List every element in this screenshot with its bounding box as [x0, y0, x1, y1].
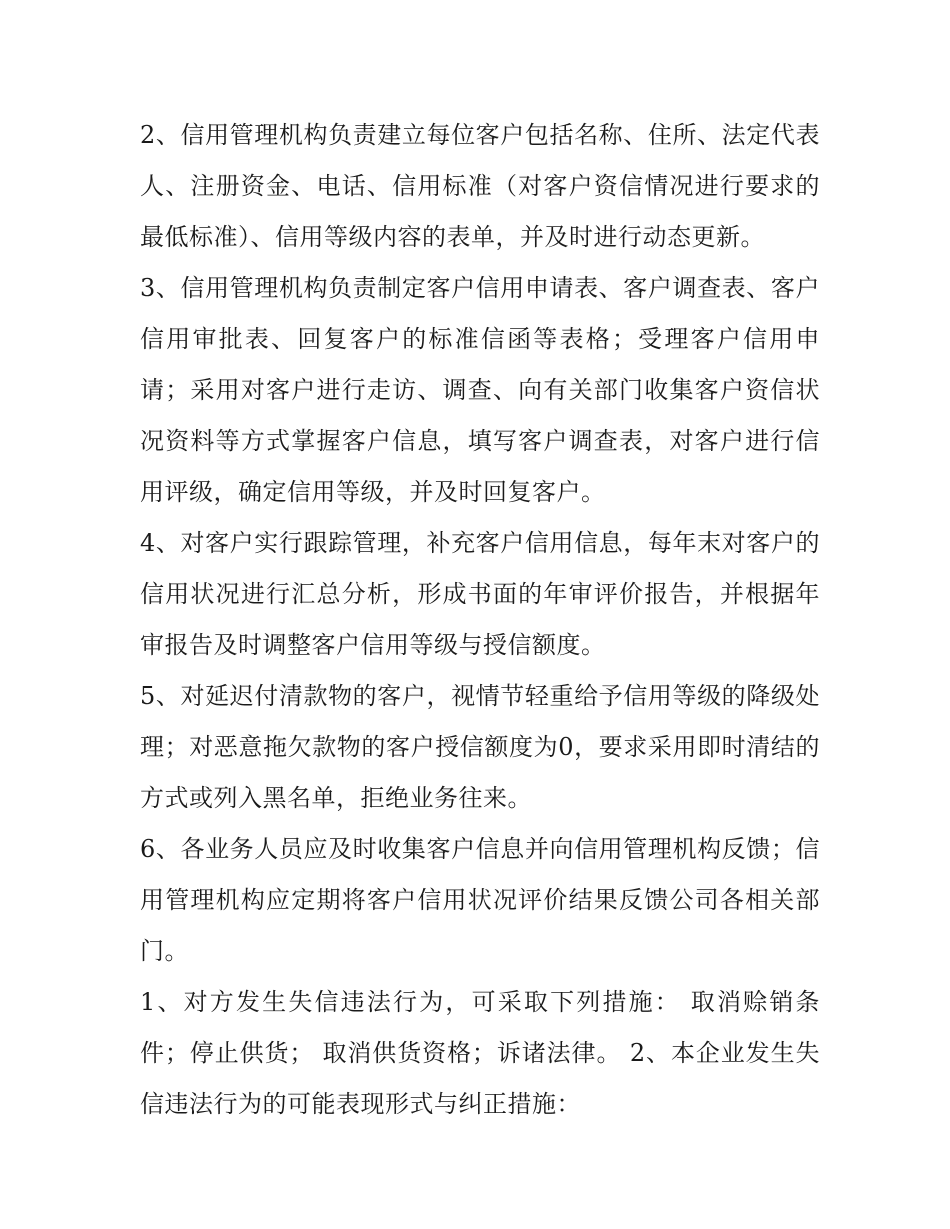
document-body — [140, 110, 820, 1130]
paragraph-measures: 1、对方发生失信违法行为，可采取下列措施： 取消赊销条件；停止供货； 取消供货资格；诉诸法律。 2、本企业发生失信违法行为的可能表现形式与纠正措施： — [140, 988, 820, 1118]
paragraph-item-3: 3、信用管理机构负责制定客户信用申请表、客户调查表、客户信用审批表、回复客户的标准信函等表格；受理客户信用申请；采用对客户进行走访、调查、向有关部门收集客户资信状况资料等方式掌握客户信息，填写客户调查表，对客户进行信用评级，确定信用等级，并及时回复客户。 — [140, 274, 820, 506]
paragraph-item-5: 5、对延迟付清款物的客户，视情节轻重给予信用等级的降级处理；对恶意拖欠款物的客户授信额度为0，要求采用即时清结的方式或列入黑名单，拒绝业务往来。 — [140, 682, 820, 812]
paragraph-item-6: 6、各业务人员应及时收集客户信息并向信用管理机构反馈；信用管理机构应定期将客户信用状况评价结果反馈公司各相关部门。 — [140, 835, 820, 965]
paragraph-item-4: 4、对客户实行跟踪管理，补充客户信用信息，每年末对客户的信用状况进行汇总分析，形成书面的年审评价报告，并根据年审报告及时调整客户信用等级与授信额度。 — [140, 529, 820, 659]
paragraph-item-2: 2、信用管理机构负责建立每位客户包括名称、住所、法定代表人、注册资金、电话、信用标准（对客户资信情况进行要求的最低标准）、信用等级内容的表单，并及时进行动态更新。 — [140, 121, 820, 251]
